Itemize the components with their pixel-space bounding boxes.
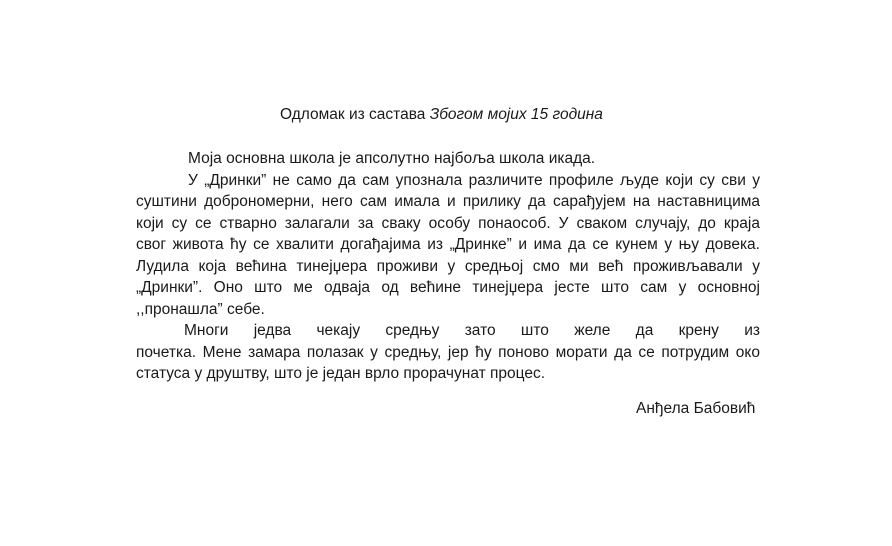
essay-body <box>136 148 760 385</box>
paragraph-3-line: почетка. Мене замара полазак у средњу, јер ћу поново морати да се потрудим око <box>136 343 760 361</box>
author-signature: Анђела Бабовић <box>636 400 756 417</box>
paragraph-2-line: који су се стварно залагали за сваку особу понаособ. У сваком случају, до краја <box>136 214 760 232</box>
paragraph-1: Моја основна школа је апсолутно најбоља школа икада. <box>188 150 596 167</box>
paragraph-3-line: Многи једва чекају средњу зато што желе да крену из <box>184 322 760 339</box>
paragraph-3-line: статуса у друштву, што је један врло прорачунат процес. <box>136 365 546 382</box>
title-book-name: Збогом мојих 15 година <box>429 106 603 123</box>
title-prefix: Одломак из састава <box>280 106 430 123</box>
paragraph-2-line: ,,пронашла” себе. <box>136 300 265 318</box>
paragraph-2-line: Лудила која већина тинејџера проживи у средњој смо ми већ проживљавали у <box>136 257 760 275</box>
paragraph-2-line: суштини доброномерни, него сам имала и прилику да сарађујем на наставницима <box>136 193 760 210</box>
paragraph-2-line: свог живота ћу се хвалити догађајима из „Дринке” и има да се кунем у њу довека. <box>136 236 760 253</box>
paragraph-2-line: „Дринки”. Оно што ме одваја од већине тинејџера јесте што сам у основној <box>136 279 760 296</box>
document-title <box>280 104 603 126</box>
paragraph-2-line: У „Дринки” не само да сам упознала различите профиле људе који су сви у <box>188 171 760 189</box>
